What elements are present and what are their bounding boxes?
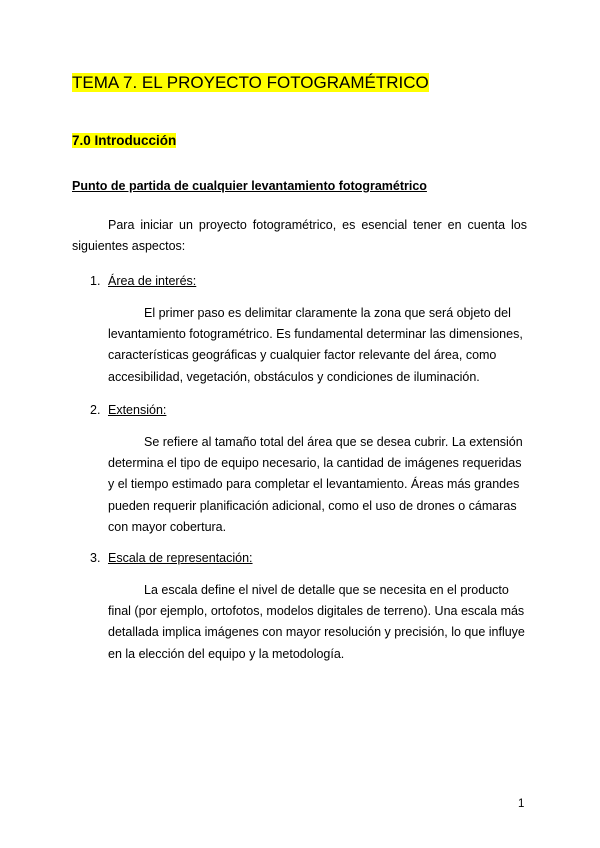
- list-item-escala-de-representacion: [90, 550, 527, 665]
- list-item-label: Área de interés:: [108, 274, 197, 288]
- page-number: 1: [518, 798, 525, 810]
- list-item-extension: [90, 402, 527, 538]
- list-item-heading: [90, 273, 527, 289]
- list-item-body: La escala define el nivel de detalle que se necesita en el producto final (por ejemplo, ortofotos, modelos digitales de terreno). Una escala más detallada implica imágenes con mayor resolución y precisión, lo que influye en la elección del equipo y la metodología.: [108, 583, 525, 661]
- list-item-heading: [90, 550, 527, 566]
- list-item-heading: [90, 402, 527, 418]
- list-item-area-de-interes: [90, 273, 527, 388]
- list-item-body: Se refiere al tamaño total del área que se desea cubrir. La extensión determina el tipo de equipo necesario, la cantidad de imágenes requeridas y el tiempo estimado para completar el levantamiento. Áreas más grandes pueden requerir planificación adicional, como el uso de drones o cámaras con mayor cobertura.: [108, 435, 523, 534]
- intro-paragraph: Para iniciar un proyecto fotogramétrico, es esencial tener en cuenta los siguientes aspectos:: [72, 218, 527, 253]
- page-title: [72, 73, 429, 93]
- list-item-body: El primer paso es delimitar claramente la zona que será objeto del levantamiento fotogramétrico. Es fundamental determinar las dimensiones, características geográficas y cualquier factor relevante del área, como accesibilidad, vegetación, obstáculos y condiciones de iluminación.: [108, 306, 523, 384]
- list-item-number: 2.: [90, 403, 101, 417]
- section-heading: [72, 132, 176, 149]
- page-title-text: TEMA 7. EL PROYECTO FOTOGRAMÉTRICO: [72, 73, 429, 92]
- list-item-label: Escala de representación:: [108, 551, 253, 565]
- list-item-number: 3.: [90, 551, 101, 565]
- section-heading-text: 7.0 Introducción: [72, 133, 177, 148]
- subheading: Punto de partida de cualquier levantamiento fotogramétrico: [72, 179, 427, 193]
- list-item-number: 1.: [90, 274, 101, 288]
- list-item-label: Extensión:: [108, 403, 167, 417]
